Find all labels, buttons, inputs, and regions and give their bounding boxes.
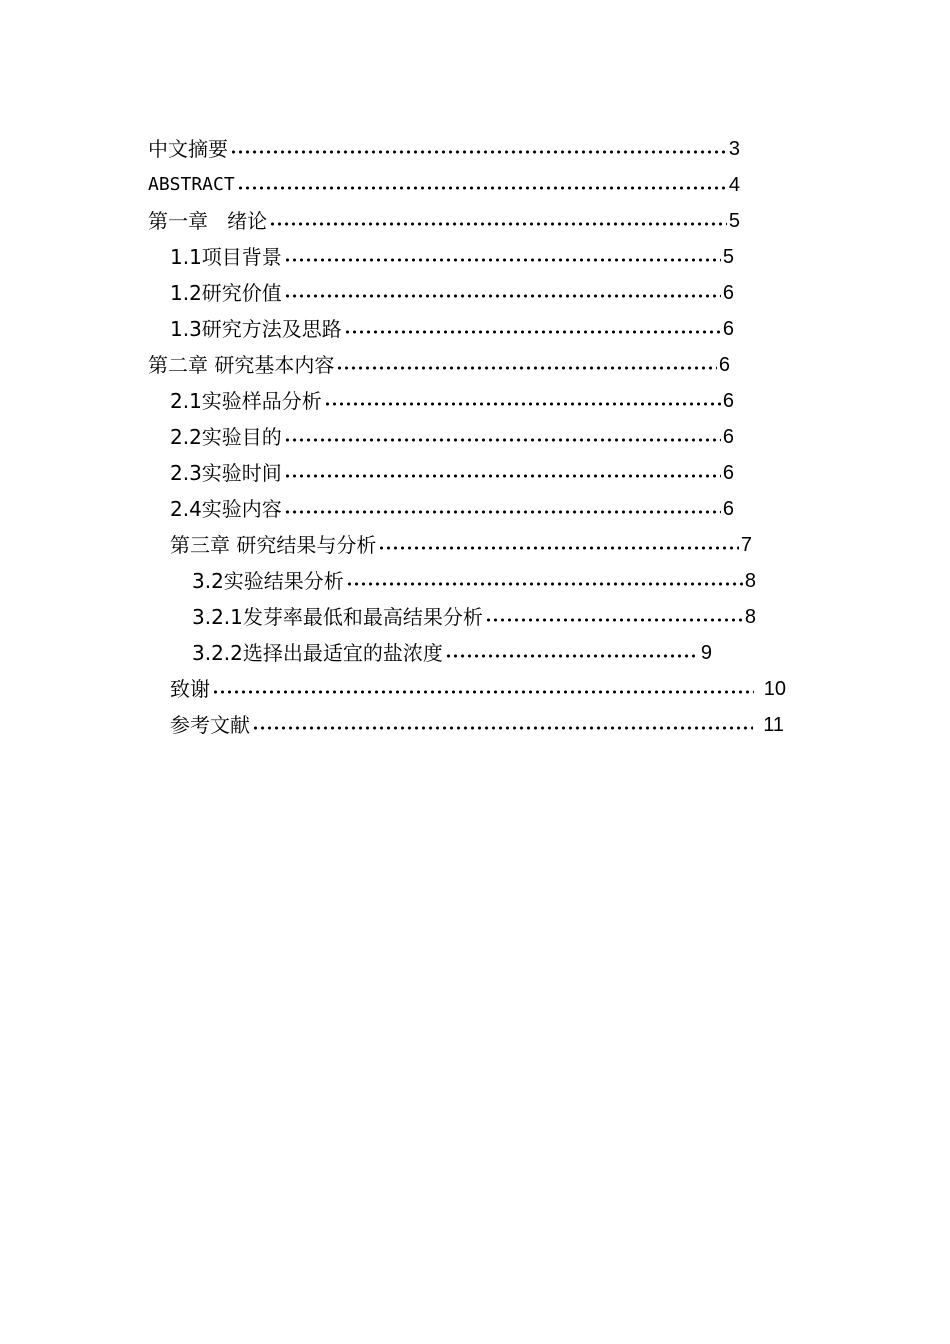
toc-entry-title: 2.4实验内容 <box>170 497 282 521</box>
toc-dot-leader <box>282 278 723 308</box>
toc-entry-title: 2.2实验目的 <box>170 425 282 449</box>
toc-entry-title: 第二章 研究基本内容 <box>148 353 335 377</box>
toc-dot-leader <box>322 386 723 416</box>
toc-entry-section-2-1 <box>170 386 734 416</box>
toc-entry-page: 5 <box>728 210 740 232</box>
toc-entry-page: 6 <box>722 318 734 340</box>
toc-entry-page: 10 <box>763 678 786 700</box>
toc-dot-leader <box>250 710 755 740</box>
toc-dot-leader <box>282 422 723 452</box>
toc-entry-title: 1.2研究价值 <box>170 281 282 305</box>
toc-entry-title: 第一章 绪论 <box>148 209 268 233</box>
toc-entry-section-1-2 <box>170 278 734 308</box>
toc-entry-abstract-en <box>148 170 740 200</box>
toc-entry-page: 6 <box>718 354 730 376</box>
toc-entry-page: 6 <box>722 426 734 448</box>
toc-entry-references <box>170 710 784 740</box>
toc-entry-abstract-cn <box>148 134 740 164</box>
toc-dot-leader <box>282 458 723 488</box>
toc-entry-page: 11 <box>763 714 784 736</box>
toc-dot-leader <box>267 206 729 236</box>
toc-dot-leader <box>376 530 741 560</box>
toc-dot-leader <box>443 638 701 668</box>
toc-entry-page: 7 <box>740 534 752 556</box>
toc-dot-leader <box>342 314 723 344</box>
toc-entry-title: 1.1项目背景 <box>170 245 282 269</box>
toc-entry-section-2-4 <box>170 494 734 524</box>
toc-entry-page: 9 <box>700 642 712 664</box>
toc-entry-section-1-1 <box>170 242 734 272</box>
toc-entry-section-1-3 <box>170 314 734 344</box>
toc-entry-title: 第三章 研究结果与分析 <box>170 533 377 557</box>
toc-entry-page: 6 <box>722 462 734 484</box>
toc-entry-title: ABSTRACT <box>148 174 235 195</box>
toc-dot-leader <box>282 242 723 272</box>
toc-entry-page: 8 <box>744 570 756 592</box>
toc-dot-leader <box>334 350 719 380</box>
toc-entry-section-2-3 <box>170 458 734 488</box>
toc-entry-section-3-2-2 <box>192 638 712 668</box>
toc-entry-title: 3.2.1发芽率最低和最高结果分析 <box>192 605 483 629</box>
toc-dot-leader <box>228 134 729 164</box>
toc-entry-title: 2.3实验时间 <box>170 461 282 485</box>
toc-entry-chapter-1 <box>148 206 740 236</box>
toc-entry-page: 6 <box>722 390 734 412</box>
toc-entry-section-3-2-1 <box>192 602 756 632</box>
toc-entry-chapter-3 <box>170 530 752 560</box>
toc-entry-page: 4 <box>728 174 740 196</box>
toc-dot-leader <box>483 602 745 632</box>
toc-entry-chapter-2 <box>148 350 730 380</box>
toc-entry-acknowledgements <box>170 674 786 704</box>
toc-entry-page: 6 <box>722 282 734 304</box>
toc-entry-title: 1.3研究方法及思路 <box>170 317 342 341</box>
toc-entry-page: 3 <box>728 138 740 160</box>
toc-entry-page: 5 <box>722 246 734 268</box>
toc-dot-leader <box>235 170 729 200</box>
toc-entry-section-3-2 <box>192 566 756 596</box>
toc-entry-page: 6 <box>722 498 734 520</box>
toc-dot-leader <box>282 494 723 524</box>
toc-dot-leader <box>210 674 756 704</box>
toc-entry-title: 参考文献 <box>170 713 250 737</box>
toc-entry-section-2-2 <box>170 422 734 452</box>
toc-entry-page: 8 <box>744 606 756 628</box>
toc-entry-title: 2.1实验样品分析 <box>170 389 322 413</box>
toc-entry-title: 中文摘要 <box>148 137 228 161</box>
toc-entry-title: 致谢 <box>170 677 210 701</box>
toc-entry-title: 3.2.2选择出最适宜的盐浓度 <box>192 641 443 665</box>
toc-dot-leader <box>344 566 745 596</box>
toc-entry-title: 3.2实验结果分析 <box>192 569 344 593</box>
